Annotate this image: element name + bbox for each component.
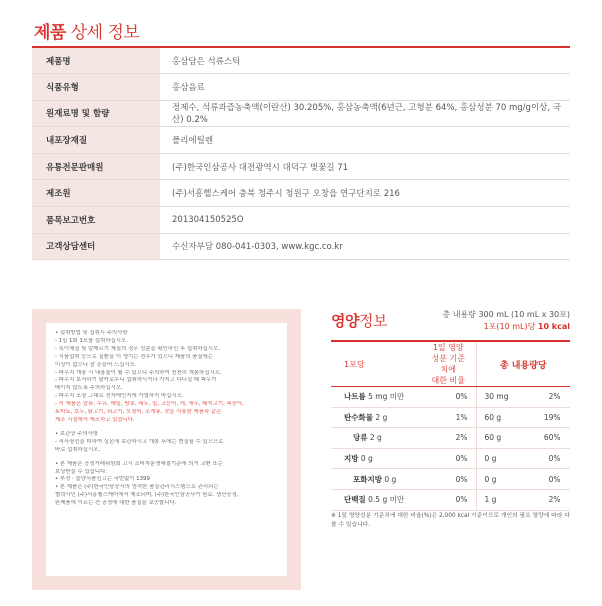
info-label: 식품유형 [32, 74, 160, 101]
nutrient-daily-ratio: 2% [429, 428, 476, 449]
nutrition-header-daily-ratio-line2: 대한 비율 [431, 376, 465, 385]
nutrient-total-pct: 60% [543, 433, 561, 443]
info-row [32, 233, 570, 260]
nutrient-cell [331, 448, 429, 469]
nutrient-total-cell [476, 407, 570, 428]
nutrient-total-pct: 2% [548, 392, 561, 402]
notice-line: 베이지 않도록 주의하십시오. [55, 385, 123, 392]
nutrient-cell [331, 469, 429, 490]
notice-line: • 본 제품은 (주)한국인삼공사의 엄격한 품질관리시스템으로 관리되는 [55, 484, 219, 491]
nutrition-header-per-serving: 1포당 [331, 341, 429, 387]
nutrition-title-light: 정보 [358, 312, 387, 330]
nutrition-per-serving-prefix: 1포(10 mL)당 [483, 322, 538, 331]
notice-line: 제조 시설에서 제조하고 있습니다. [55, 416, 135, 423]
nutrient-name: 지방 [344, 454, 359, 464]
notice-line: - 특이체질 및 알레르기 체질의 경우 성분을 확인하신 후 섭취하십시오. [55, 345, 220, 352]
nutrition-footnote: ※ 1일 영양성분 기준치에 대한 비율(%)은 2,000 kcal 기준이므로 개인의 필요 열량에 따라 다를 수 있습니다. [331, 513, 570, 528]
info-row [32, 74, 570, 101]
notice-line: - 이 제품은 알류, 우유, 메밀, 땅콩, 대두, 밀, 고등어, 게, 새우, 돼지고기, 복숭아, [55, 401, 244, 408]
notice-line: • 본 제품은 공정거래위원회 고시 소비자분쟁해결기준에 의거 교환 또는 [55, 460, 223, 467]
nutrient-total-amount: 1 g [484, 495, 497, 505]
notice-line: - 파우치 개봉 시 내용물이 튈 수 있으니 주의하여 천천히 개봉하십시오. [55, 369, 222, 376]
nutrient-total-pct: 0% [548, 454, 561, 464]
notice-line: - 직사광선을 피하여 실온에 보관하시고 개봉 후에는 변질될 수 있으므로 [55, 438, 224, 445]
nutrient-total-cell [476, 469, 570, 490]
nutrient-name: 나트륨 [344, 392, 366, 402]
notice-line: • 부정 · 불량식품신고는 국번없이 1399 [55, 476, 150, 483]
nutrient-total-cell [476, 489, 570, 510]
nutrient-total-amount: 0 g [484, 454, 497, 464]
nutrient-cell [331, 489, 429, 510]
nutrition-row [331, 448, 570, 469]
nutrient-total-pct: 0% [548, 474, 561, 484]
nutrient-total-cell [476, 387, 570, 408]
product-info-table [32, 46, 570, 260]
info-value: 홍삼담은 석류스틱 [160, 47, 570, 74]
nutrient-daily-ratio: 0% [429, 448, 476, 469]
notice-line: - 식품섭취 등으로 질환을 이 생기는 경우가 있으니 제품의 품질에는 [55, 353, 213, 360]
nutrition-row [331, 428, 570, 449]
nutrient-daily-ratio: 0% [429, 489, 476, 510]
info-label: 원재료명 및 함량 [32, 100, 160, 127]
notice-box [32, 309, 301, 590]
info-value: 수신자부담 080-041-0303, www.kgc.co.kr [160, 233, 570, 260]
nutrient-amount: 2 g [375, 412, 388, 422]
nutrition-kcal: 10 kcal [537, 322, 570, 331]
nutrient-daily-ratio: 0% [429, 387, 476, 408]
nutrient-name: 단백질 [344, 495, 366, 505]
nutrient-daily-ratio: 0% [429, 469, 476, 490]
nutrient-total-cell [476, 448, 570, 469]
info-value: 폴리에틸렌 [160, 127, 570, 154]
info-label: 내포장재질 [32, 127, 160, 154]
nutrient-cell [331, 407, 429, 428]
nutrient-name: 당류 [353, 433, 368, 443]
nutrient-cell [331, 428, 429, 449]
notice-line: 토마토, 호두, 닭고기, 쇠고기, 오징어, 조개류, 잣을 사용한 제품과 같은 [55, 409, 222, 416]
notice-line: 보상받을 수 있습니다. [55, 468, 108, 475]
notice-line: 이상이 없으니 잘 흔들어 드십시오. [55, 361, 137, 368]
product-info-title-strong: 제품 [34, 23, 66, 43]
notice-content [46, 323, 287, 576]
nutrition-row [331, 469, 570, 490]
nutrition-header-total: 총 내용량당 [476, 341, 570, 387]
nutrition-header-daily-ratio [429, 341, 476, 387]
nutrient-total-pct: 2% [548, 495, 561, 505]
info-row [32, 127, 570, 154]
nutrition-per-serving [484, 321, 570, 332]
nutrient-amount: 0 g [360, 454, 373, 464]
notice-line: 완제품에 이르는 전 공정에 대한 품질을 보증합니다. [55, 500, 177, 507]
notice-line: - 파우치 포장 그대로 전자레인지에 가열하지 마십시오. [55, 393, 184, 400]
nutrient-name: 탄수화물 [344, 412, 373, 422]
nutrient-total-amount: 60 g [484, 412, 502, 422]
info-label: 고객상담센터 [32, 233, 160, 260]
notice-line: 협력사인 (주)서흥헬스케어에서 제조되며, (주)한국인삼공사가 원료, 생산공정, [55, 492, 239, 499]
info-value: 201304150525O [160, 207, 570, 234]
nutrient-total-cell [476, 428, 570, 449]
nutrient-total-amount: 0 g [484, 474, 497, 484]
nutrient-name: 포화지방 [353, 474, 382, 484]
info-value: (주)서흥헬스케어 충북 청주시 청원구 오창읍 연구단지로 216 [160, 180, 570, 207]
info-row [32, 100, 570, 127]
nutrition-row [331, 489, 570, 510]
info-row [32, 180, 570, 207]
notice-line: • 섭취방법 및 섭취시 주의사항 [55, 330, 128, 336]
info-row [32, 153, 570, 180]
info-label: 제품명 [32, 47, 160, 74]
nutrition-table [331, 340, 570, 511]
notice-line: 바로 섭취하십시오. [55, 446, 101, 453]
notice-line: - 파우치 보서하기 날카로우니 섭취하시거나 가지고 다니실 때 파우가 [55, 377, 217, 384]
nutrition-header-daily-ratio-line1: 1일 영양성분 기준치에 [431, 343, 465, 374]
product-info-title-light: 상세 정보 [65, 23, 140, 43]
info-label: 유통전문판매원 [32, 153, 160, 180]
info-label: 제조원 [32, 180, 160, 207]
nutrient-amount: 5 mg 미만 [368, 392, 405, 402]
nutrition-row [331, 387, 570, 408]
notice-line: - 1일 1회 1포를 섭취하십시오. [55, 337, 128, 344]
nutrient-total-pct: 19% [543, 412, 561, 422]
nutrition-title-strong: 영양 [331, 312, 359, 330]
info-label: 품목보고번호 [32, 207, 160, 234]
nutrition-table-header [331, 341, 570, 387]
info-row [32, 47, 570, 74]
info-value: 정제수, 석류과즙농축액(이란산) 30.205%, 홍삼농축액(6년근, 고형분 64%, 홍삼성분 70 mg/g이상, 국산) 0.2% [160, 100, 570, 127]
notice-line: • 보관상 주의사항 [55, 430, 99, 437]
nutrient-amount: 0 g [384, 474, 397, 484]
nutrient-total-amount: 60 g [484, 433, 502, 443]
nutrient-total-amount: 30 mg [484, 392, 509, 402]
nutrition-total-volume: 총 내용량 300 mL (10 mL x 30포) [442, 310, 570, 319]
nutrient-amount: 2 g [369, 433, 382, 443]
nutrient-cell [331, 387, 429, 408]
nutrient-daily-ratio: 1% [429, 407, 476, 428]
nutrition-title [331, 310, 387, 331]
info-row [32, 207, 570, 234]
nutrition-row [331, 407, 570, 428]
info-value: 홍삼음료 [160, 74, 570, 101]
product-info-title [34, 18, 139, 43]
info-value: (주)한국인삼공사 대전광역시 대덕구 벚꽃길 71 [160, 153, 570, 180]
nutrient-amount: 0.5 g 미만 [368, 495, 405, 505]
